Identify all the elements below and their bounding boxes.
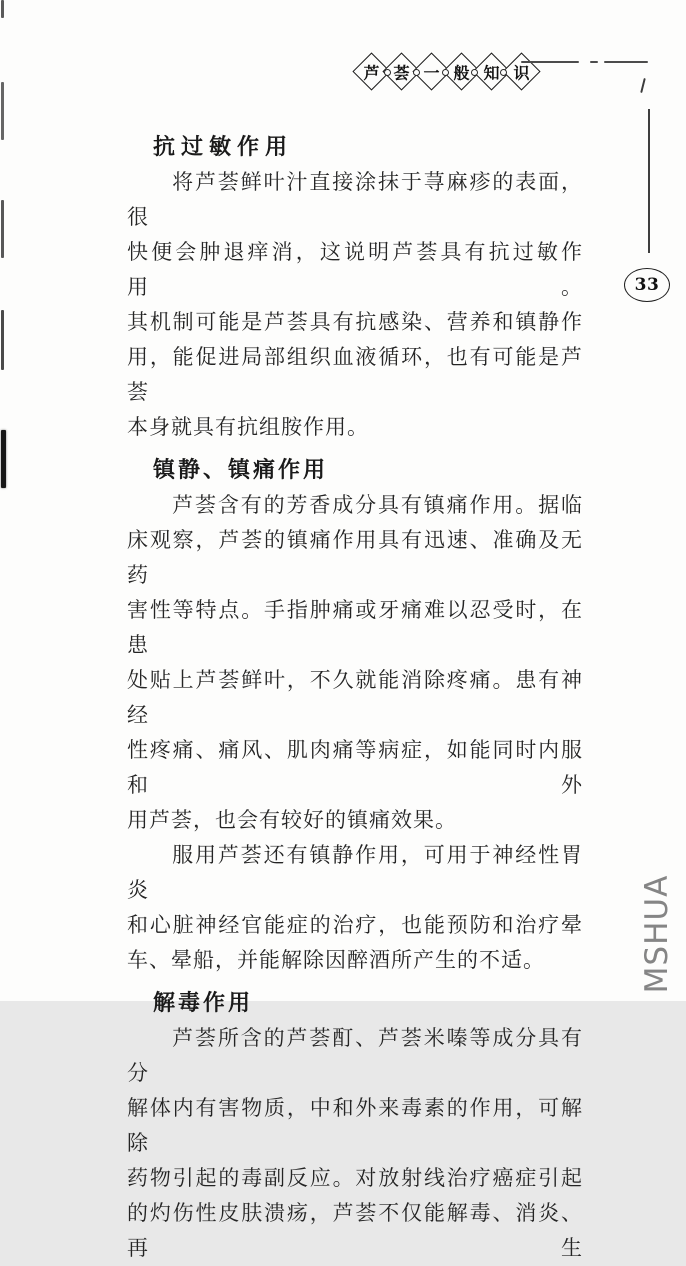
text-line: 处贴上芦荟鲜叶，不久就能消除疼痛。患有神经 (127, 668, 583, 727)
watermark: MSHUA (639, 874, 675, 994)
text-line: 服用芦荟还有镇静作用，可用于神经性胃炎 (127, 843, 583, 902)
banner-char: 识 (513, 62, 530, 82)
rule-dot (590, 61, 598, 63)
banner-char: 一 (423, 62, 440, 82)
diamond-frame (502, 52, 540, 90)
rule-segment (521, 61, 579, 63)
banner-char: 芦 (363, 62, 380, 82)
text-line: 用，能促进局部组织血液循环，也有可能是芦荟 (127, 345, 583, 404)
header-rule (521, 61, 648, 63)
text-line: 药物引起的毒副反应。对放射线治疗癌症引起 (127, 1166, 583, 1190)
text-line: 床观察，芦荟的镇痛作用具有迅速、准确及无药 (127, 528, 583, 587)
scan-artifact (1, 0, 4, 18)
junction-dot (384, 69, 391, 76)
junction-dot (500, 69, 507, 76)
scan-artifact (1, 82, 4, 140)
page-number: 33 (634, 275, 660, 295)
scan-tick-mark (640, 78, 646, 93)
text-line: 用芦荟，也会有较好的镇痛效果。 (127, 808, 457, 832)
text-line: 将芦荟鲜叶汁直接涂抹于荨麻疹的表面，很 (127, 170, 583, 229)
text-line: 车、晕船，并能解除因醉酒所产生的不适。 (127, 948, 545, 972)
text-line: 和心脏神经官能症的治疗，也能预防和治疗晕 (127, 913, 583, 937)
page-number-badge (624, 268, 670, 302)
text-line: 芦荟含有的芳香成分具有镇痛作用。据临 (172, 493, 583, 517)
text-line: 快便会肿退痒消，这说明芦荟具有抗过敏作用。 (127, 240, 583, 299)
text-block (127, 130, 583, 1266)
scan-artifact (1, 200, 4, 258)
paragraph (127, 1021, 583, 1266)
junction-dot (413, 69, 420, 76)
section-heading-antiallergy: 抗过敏作用 (153, 134, 294, 160)
banner-char: 知 (483, 62, 500, 82)
text-line: 解体内有害物质，中和外来毒素的作用，可解除 (127, 1096, 583, 1155)
margin-rule (648, 109, 650, 253)
paragraph (127, 488, 583, 838)
junction-dot (442, 69, 449, 76)
section-heading-detox: 解毒作用 (153, 990, 254, 1016)
rule-segment (604, 61, 648, 63)
paragraph (127, 838, 583, 978)
text-line: 害性等特点。手指肿痛或牙痛难以忍受时，在患 (127, 598, 583, 657)
banner-char: 般 (453, 62, 470, 82)
text-line: 的灼伤性皮肤溃疡，芦荟不仅能解毒、消炎、再生 (127, 1201, 583, 1260)
scan-artifact (1, 430, 6, 488)
junction-dot (471, 69, 478, 76)
text-line: 性疼痛、痛风、肌肉痛等病症，如能同时内服和外 (127, 738, 583, 797)
banner-char: 荟 (393, 62, 410, 82)
paragraph (127, 165, 583, 445)
text-line: 其机制可能是芦荟具有抗感染、营养和镇静作 (127, 310, 583, 334)
text-line: 芦荟所含的芦荟酊、芦荟米嗪等成分具有分 (127, 1026, 583, 1085)
chapter-banner (358, 52, 538, 90)
scan-artifact (1, 310, 4, 370)
section-heading-sedative: 镇静、镇痛作用 (153, 457, 329, 483)
text-line: 本身就具有抗组胺作用。 (127, 415, 369, 439)
